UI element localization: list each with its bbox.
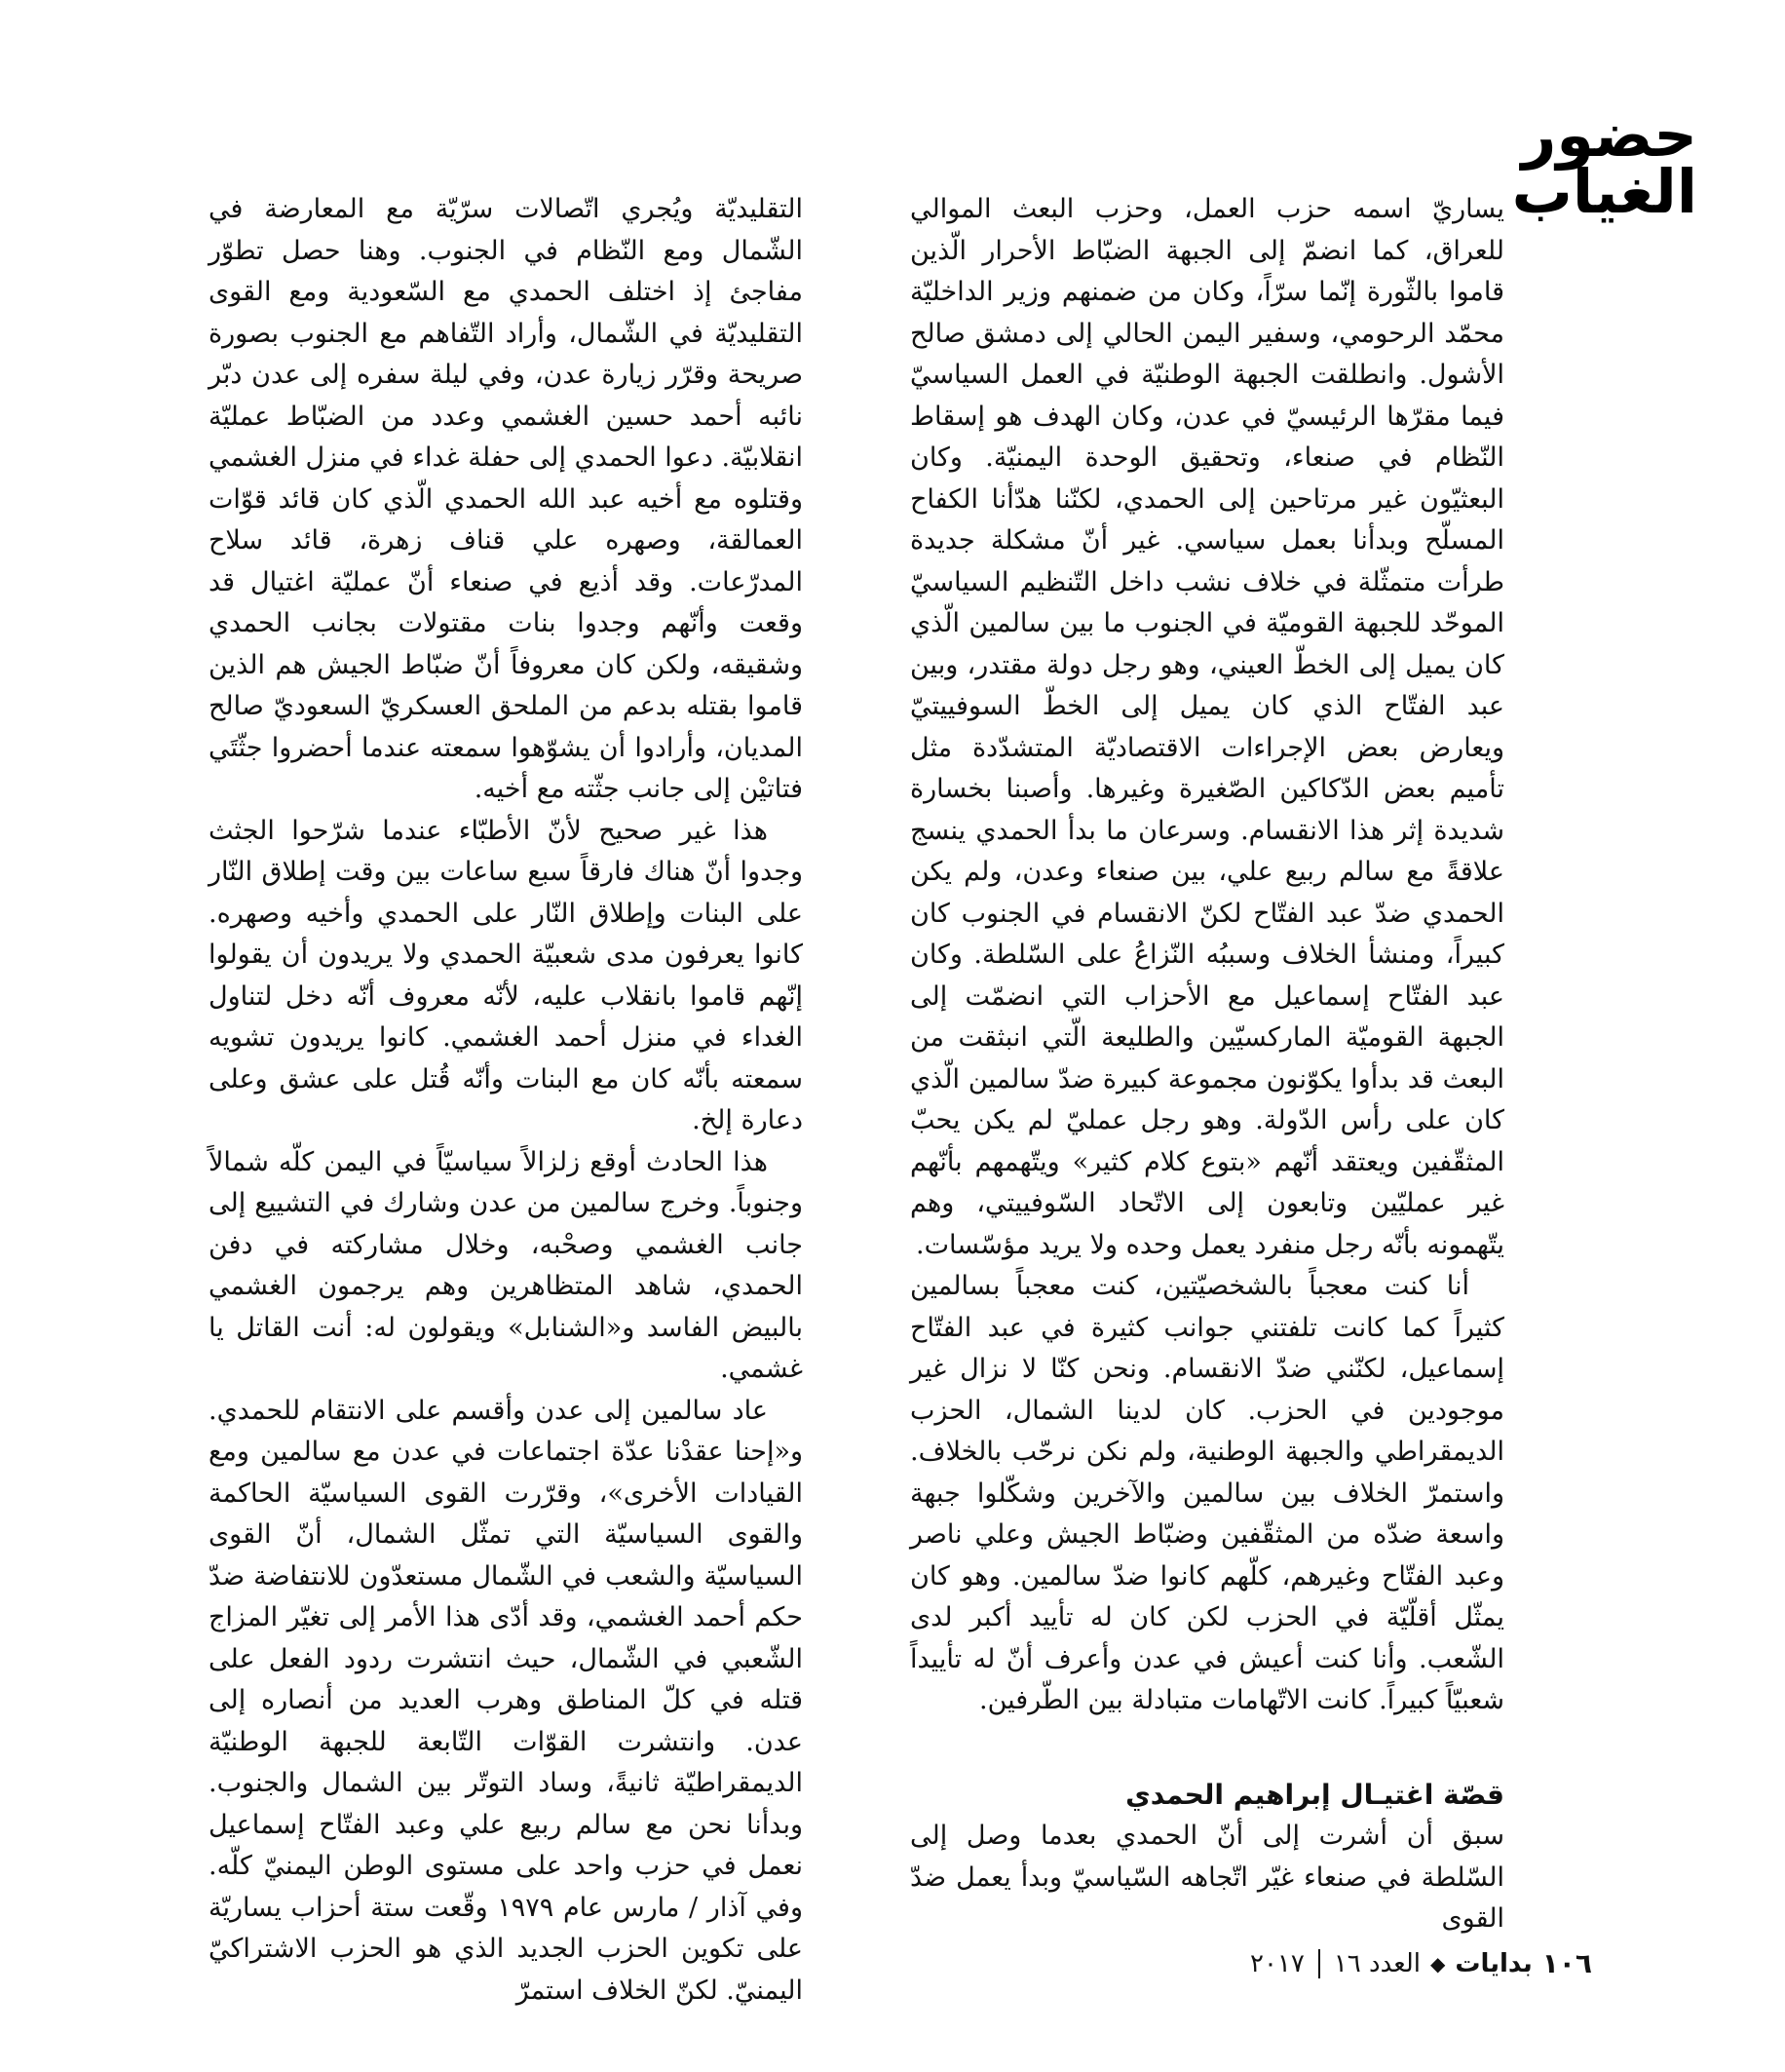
right-column — [910, 189, 1504, 1940]
paragraph: يساريّ اسمه حزب العمل، وحزب البعث الموالي للعراق، كما انضمّ إلى الجبهة الضبّاط الأحرار الّذين قاموا بالثّورة إنّما سرّاً، وكان من ضمنهم وزير الداخليّة محمّد الرحومي، وسفير اليمن الحالي إلى دمشق صالح الأشول. وانطلقت الجبهة الوطنيّة في العمل السياسيّ فيما مقرّها الرئيسيّ في عدن، وكان الهدف هو إسقاط النّظام في صنعاء، وتحقيق الوحدة اليمنيّة. وكان البعثيّون غير مرتاحين إلى الحمدي، لكنّنا هدّأنا الكفاح المسلّح وبدأنا بعمل سياسي. غير أنّ مشكلة جديدة طرأت متمثّلة في خلاف نشب داخل التّنظيم السياسيّ الموحّد للجبهة القوميّة في الجنوب ما بين سالمين الّذي كان يميل إلى الخطّ العيني، وهو رجل دولة مقتدر، وبين عبد الفتّاح الذي كان يميل إلى الخطّ السوفييتيّ ويعارض بعض الإجراءات الاقتصاديّة المتشدّدة مثل تأميم بعض الدّكاكين الصّغيرة وغيرها. وأصبنا بخسارة شديدة إثر هذا الانقسام. وسرعان ما بدأ الحمدي ينسج علاقةً مع سالم ربيع علي، بين صنعاء وعدن، ولم يكن الحمدي ضدّ عبد الفتّاح لكنّ الانقسام في الجنوب كان كبيراً، ومنشأ الخلاف وسببُه النّزاعُ على السّلطة. وكان عبد الفتّاح إسماعيل مع الأحزاب التي انضمّت إلى الجبهة القوميّة الماركسيّين والطليعة الّتي انبثقت من البعث قد بدأوا يكوّنون مجموعة كبيرة ضدّ سالمين الّذي كان على رأس الدّولة. وهو رجل عمليّ لم يكن يحبّ المثقّفين ويعتقد أنّهم «بتوع كلام كثير» ويتّهمهم بأنّهم غير عمليّين وتابعون إلى الاتّحاد السّوفييتي، وهم يتّهمونه بأنّه رجل منفرد يعمل وحده ولا يريد مؤسّسات. — [910, 194, 1504, 1260]
page-footer — [1250, 1947, 1592, 1979]
section-heading: قصّة اغتيـال إبراهيم الحمدي — [1125, 1778, 1504, 1811]
issue-year: ٢٠١٧ — [1249, 1948, 1305, 1978]
issue-number: العدد ١٦ — [1333, 1948, 1421, 1978]
paragraph: هذا الحادث أوقع زلزالاً سياسيّاً في اليمن كلّه شمالاً وجنوباً. وخرج سالمين من عدن وشارك في التشييع إلى جانب الغشمي وصحْبه، وخلال مشاركته في دفن الحمدي، شاهد المتظاهرين وهم يرجمون الغشمي بالبيض الفاسد و«الشنابل» ويقولون له: أنت القاتل يا غشمي. — [209, 1146, 803, 1384]
divider — [1318, 1949, 1320, 1978]
paragraph: عاد سالمين إلى عدن وأقسم على الانتقام للحمدي. و«إحنا عقدْنا عدّة اجتماعات في عدن مع سالمين ومع القيادات الأخرى»، وقرّرت القوى السياسيّة الحاكمة والقوى السياسيّة التي تمثّل الشمال، أنّ القوى السياسيّة والشعب في الشّمال مستعدّون للانتفاضة ضدّ حكم أحمد الغشمي، وقد أدّى هذا الأمر إلى تغيّر المزاج الشّعبي في الشّمال، حيث انتشرت ردود الفعل على قتله في كلّ المناطق وهرب العديد من أنصاره إلى عدن. وانتشرت القوّات التّابعة للجبهة الوطنيّة الديمقراطيّة ثانيةً، وساد التوتّر بين الشمال والجنوب. وبدأنا نحن مع سالم ربيع علي وعبد الفتّاح إسماعيل نعمل في حزب واحد على مستوى الوطن اليمنيّ كلّه. وفي آذار / مارس عام ١٩٧٩ وقّعت ستة أحزاب يساريّة على تكوين الحزب الجديد الذي هو الحزب الاشتراكيّ اليمنيّ. لكنّ الخلاف استمرّ — [209, 1395, 803, 2006]
paragraph: هذا غير صحيح لأنّ الأطبّاء عندما شرّحوا الجثث وجدوا أنّ هناك فارقاً سبع ساعات بين وقت إطلاق النّار على البنات وإطلاق النّار على الحمدي وأخيه وصهره. كانوا يعرفون مدى شعبيّة الحمدي ولا يريدون أن يقولوا إنّهم قاموا بانقلاب عليه، لأنّه معروف أنّه دخل لتناول الغداء في منزل أحمد الغشمي. كانوا يريدون تشويه سمعته بأنّه كان مع البنات وأنّه قُتل على عشق وعلى دعارة إلخ. — [209, 815, 803, 1135]
logo-line-1: حضور — [1521, 99, 1697, 171]
diamond-icon: ◆ — [1429, 1951, 1446, 1976]
paragraph: سبق أن أشرت إلى أنّ الحمدي بعدما وصل إلى السّلطة في صنعاء غيّر اتّجاهه السّياسيّ وبدأ يعمل ضدّ القوى — [910, 1821, 1504, 1934]
left-column — [209, 189, 803, 2012]
page-number: ١٠٦ — [1541, 1947, 1592, 1979]
section-logo — [1511, 99, 1697, 227]
logo-line-2: الغياب — [1511, 156, 1697, 227]
paragraph: أنا كنت معجباً بالشخصيّتين، كنت معجباً بسالمين كثيراً كما كانت تلفتني جوانب كثيرة في عبد الفتّاح إسماعيل، لكنّني ضدّ الانقسام. ونحن كنّا لا نزال غير موجودين في الحزب. كان لدينا الشمال، الحزب الديمقراطي والجبهة الوطنية، ولم نكن نرحّب بالخلاف. واستمرّ الخلاف بين سالمين والآخرين وشكّلوا جبهة واسعة ضدّه من المثقّفين وضبّاط الجيش وعلي ناصر وعبد الفتّاح وغيرهم، كلّهم كانوا ضدّ سالمين. وهو كان يمثّل أقلّيّة في الحزب لكن كان له تأييد أكبر لدى الشّعب. وأنا كنت أعيش في عدن وأعرف أنّ له تأييداً شعبيّاً كبيراً. كانت الاتّهامات متبادلة بين الطّرفين. — [910, 1271, 1504, 1715]
paragraph: التقليديّة ويُجري اتّصالات سرّيّة مع المعارضة في الشّمال ومع النّظام في الجنوب. وهنا حصل تطوّر مفاجئ إذ اختلف الحمدي مع السّعودية ومع القوى التقليديّة في الشّمال، وأراد التّفاهم مع الجنوب بصورة صريحة وقرّر زيارة عدن، وفي ليلة سفره إلى عدن دبّر نائبه أحمد حسين الغشمي وعدد من الضبّاط عمليّة انقلابيّة. دعوا الحمدي إلى حفلة غداء في منزل الغشمي وقتلوه مع أخيه عبد الله الحمدي الّذي كان قائد قوّات العمالقة، وصهره علي قناف زهرة، قائد سلاح المدرّعات. وقد أذيع في صنعاء أنّ عمليّة اغتيال قد وقعت وأنّهم وجدوا بنات مقتولات بجانب الحمدي وشقيقه، ولكن كان معروفاً أنّ ضبّاط الجيش هم الذين قاموا بقتله بدعم من الملحق العسكريّ السعوديّ صالح المديان، وأرادوا أن يشوّهوا سمعته عندما أحضروا جثّتَي فتاتيْن إلى جانب جثّته مع أخيه. — [209, 194, 803, 804]
magazine-name: بدايات — [1455, 1948, 1533, 1978]
